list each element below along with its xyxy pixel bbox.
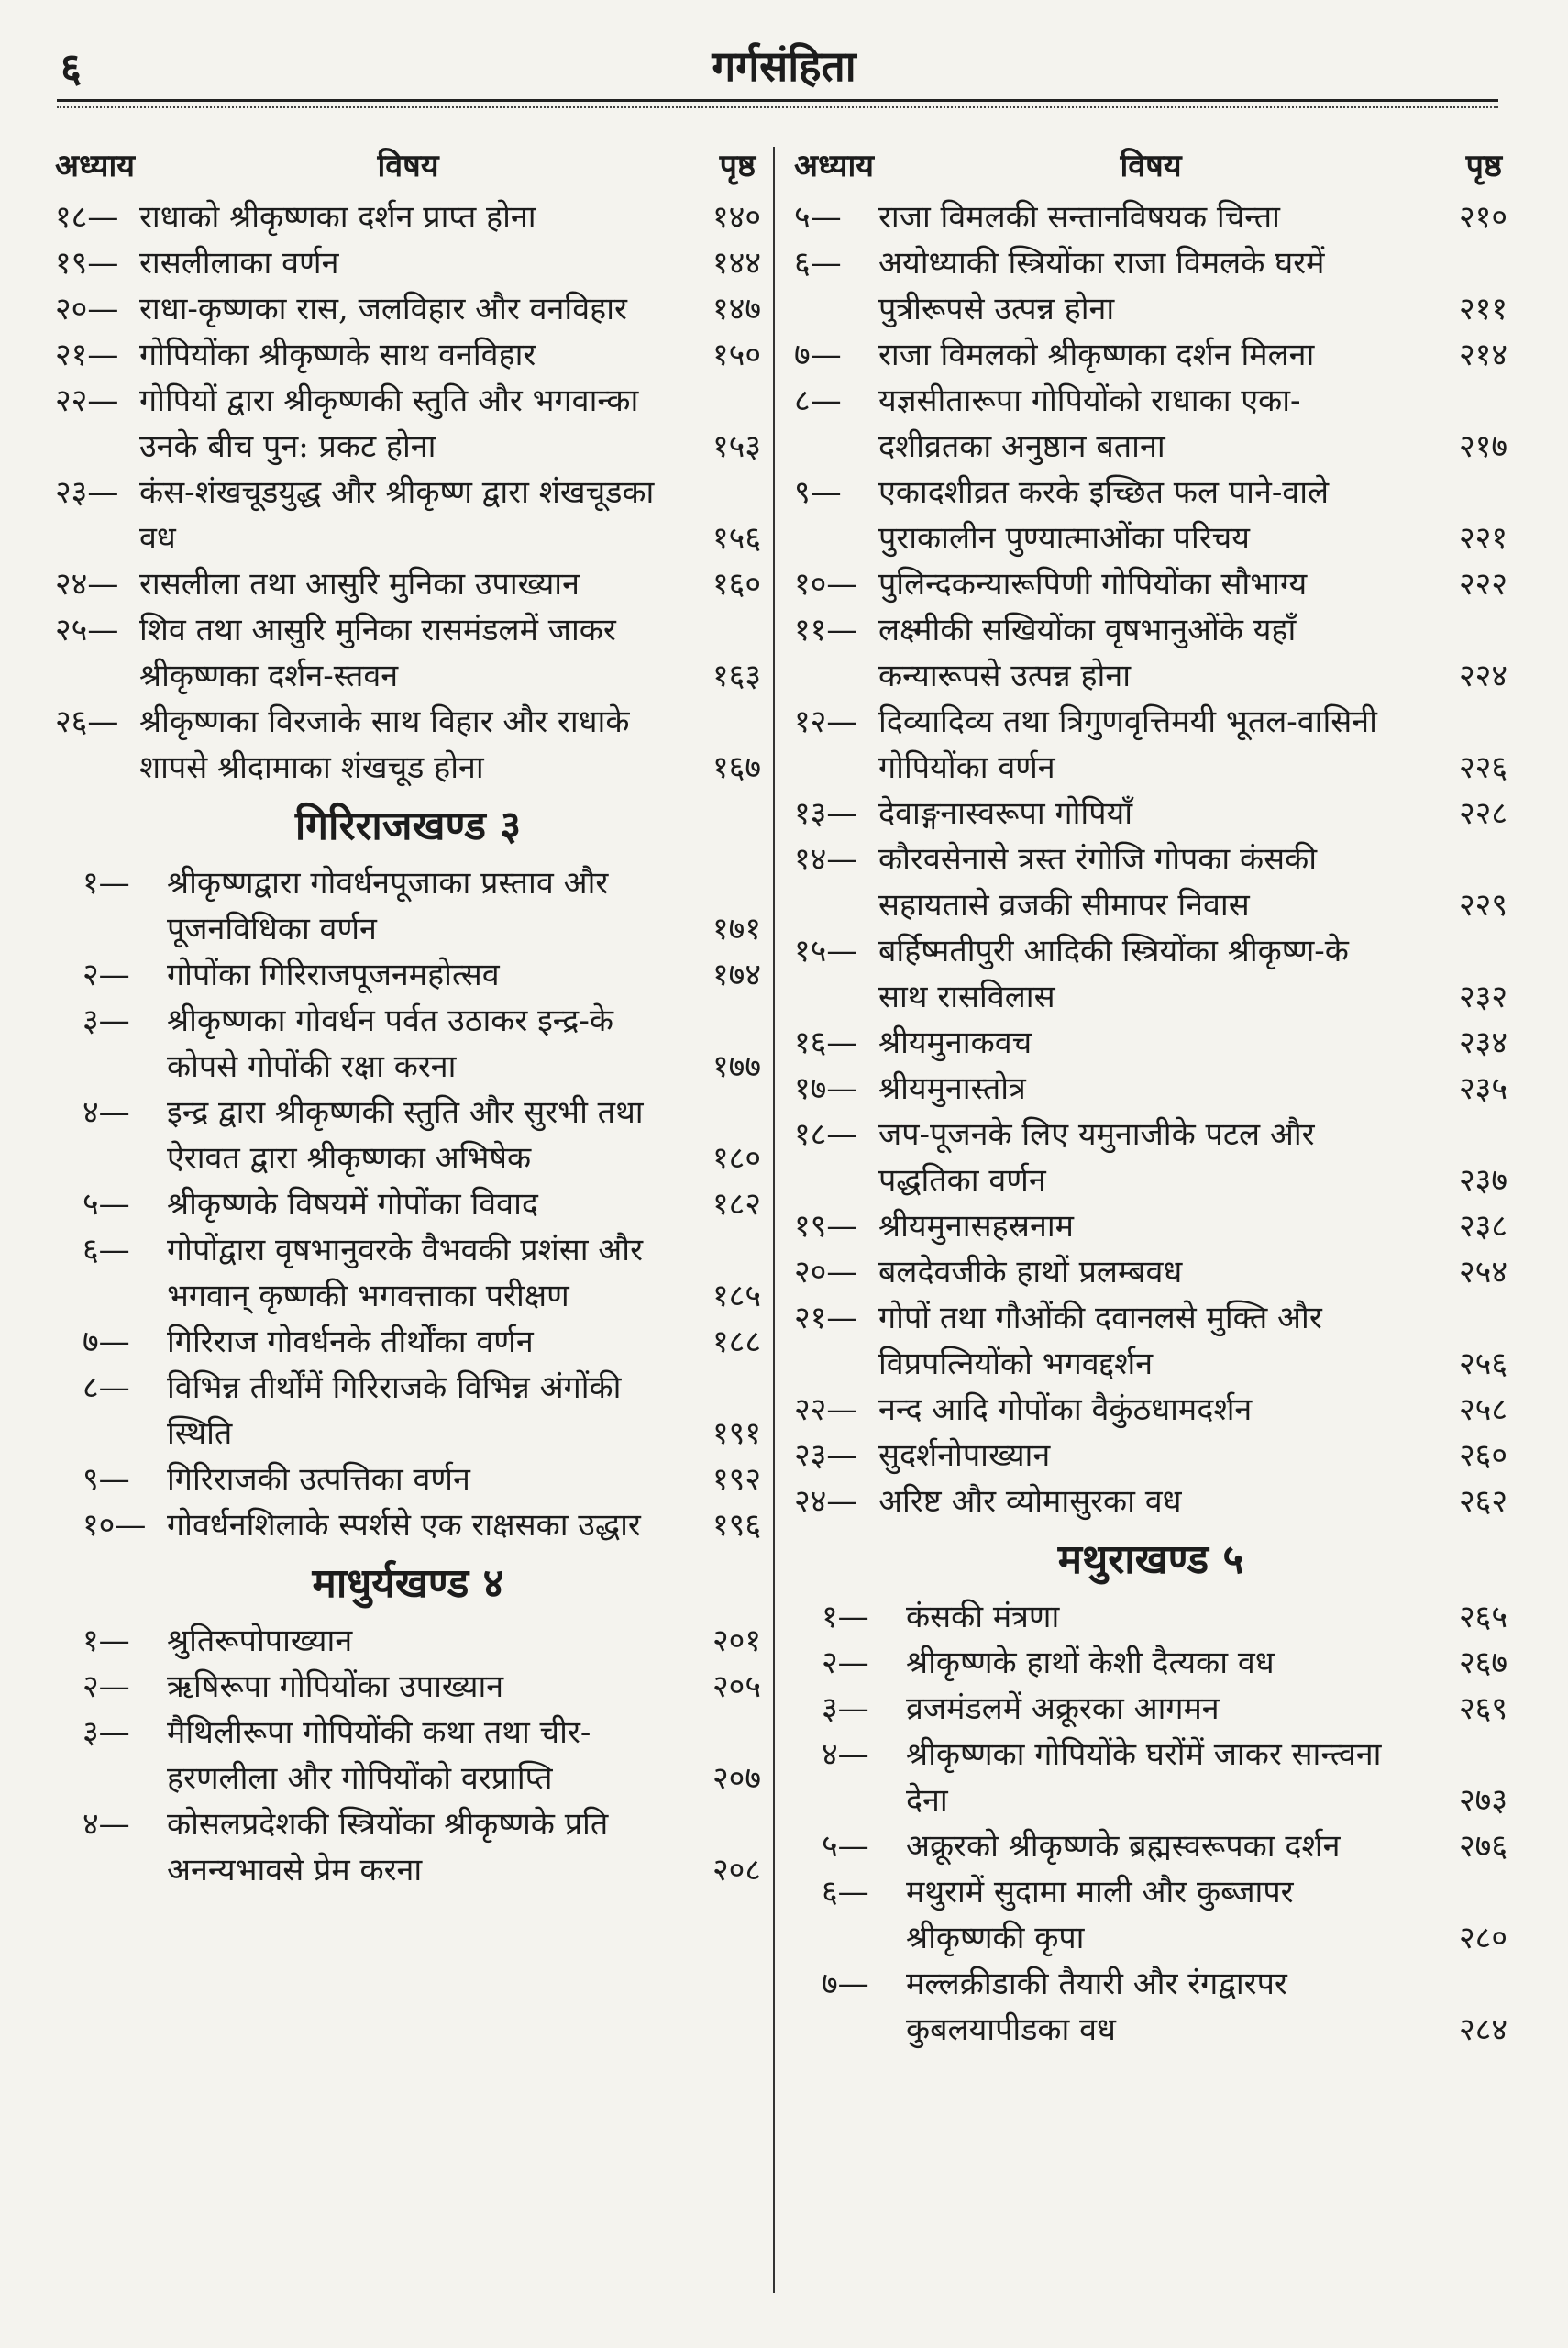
section-title: गिरिराजखण्ड ३ bbox=[294, 803, 522, 849]
entry-page: २५४ bbox=[1458, 1254, 1507, 1290]
entry-page: १५० bbox=[712, 337, 761, 373]
chapter-number: २०— bbox=[55, 291, 119, 327]
toc-entry bbox=[794, 1020, 1507, 1066]
chapter-number: ५— bbox=[794, 199, 842, 236]
toc-entry bbox=[794, 1066, 1507, 1112]
toc-entry bbox=[55, 1618, 761, 1664]
column-divider bbox=[773, 147, 775, 2293]
toc-entry bbox=[794, 836, 1507, 928]
entry-page: २१७ bbox=[1458, 428, 1507, 465]
chapter-number: १— bbox=[83, 1623, 130, 1659]
toc-entry bbox=[794, 470, 1507, 561]
toc-entry bbox=[794, 1249, 1507, 1295]
toc-entry bbox=[55, 286, 761, 332]
toc-entry bbox=[55, 378, 761, 470]
entry-page: १५३ bbox=[712, 428, 761, 465]
toc-entry bbox=[55, 1502, 761, 1548]
chapter-number: ३— bbox=[83, 1714, 130, 1751]
entry-subject: राजा विमलको श्रीकृष्णका दर्शन मिलना bbox=[878, 337, 1315, 373]
chapter-number: २०— bbox=[794, 1254, 858, 1290]
entry-subject: बलदेवजीके हाथों प्रलम्बवध bbox=[878, 1254, 1183, 1290]
toc-entry bbox=[55, 1365, 761, 1456]
chapter-number: ७— bbox=[794, 337, 842, 373]
toc-entry bbox=[794, 1732, 1507, 1823]
entry-page: २३४ bbox=[1458, 1024, 1507, 1061]
chapter-number: १५— bbox=[794, 933, 858, 969]
chapter-number: ४— bbox=[83, 1094, 130, 1131]
toc-entry bbox=[794, 1869, 1507, 1961]
toc-entry bbox=[55, 332, 761, 378]
toc-entry bbox=[794, 378, 1507, 470]
toc-entry bbox=[55, 607, 761, 699]
toc-entry bbox=[55, 1710, 761, 1801]
entry-page: १६७ bbox=[712, 749, 761, 786]
right-column bbox=[794, 138, 1507, 2053]
entry-subject: कौरवसेनासे त्रस्त रंगोजि गोपका कंसकी सहायतासे व्रजकी सीमापर निवास bbox=[878, 841, 1318, 924]
entry-page: १८० bbox=[712, 1140, 761, 1177]
toc-list bbox=[794, 194, 1507, 1524]
toc-entry bbox=[794, 1479, 1507, 1524]
section-title: मथुराखण्ड ५ bbox=[1057, 1536, 1244, 1583]
toc-entry bbox=[55, 240, 761, 286]
entry-subject: बर्हिष्मतीपुरी आदिकी स्त्रियोंका श्रीकृष्ण-के साथ रासविलास bbox=[878, 933, 1349, 1015]
chapter-number: १— bbox=[83, 865, 130, 902]
entry-subject: यज्ञसीतारूपा गोपियोंको राधाका एका-दशीव्रतका अनुष्ठान बताना bbox=[878, 382, 1301, 465]
entry-subject: ऋषिरूपा गोपियोंका उपाख्यान bbox=[167, 1668, 504, 1705]
entry-page: २०७ bbox=[712, 1760, 761, 1797]
entry-page: २५६ bbox=[1458, 1346, 1507, 1382]
chapter-number: ५— bbox=[83, 1186, 130, 1223]
toc-entry bbox=[794, 1823, 1507, 1869]
toc-entry bbox=[55, 998, 761, 1090]
chapter-number: २३— bbox=[794, 1437, 858, 1474]
entry-page: २०५ bbox=[712, 1668, 761, 1705]
page-number: ६ bbox=[61, 45, 82, 92]
toc-entry bbox=[794, 791, 1507, 836]
chapter-number: २४— bbox=[55, 566, 119, 603]
entry-subject: कंस-शंखचूडयुद्ध और श्रीकृष्ण द्वारा शंखचूडका वध bbox=[139, 474, 655, 557]
toc-entry bbox=[55, 1227, 761, 1319]
section-title: माधुर्यखण्ड ४ bbox=[312, 1560, 504, 1607]
toc-entry bbox=[55, 1181, 761, 1227]
entry-page: १४७ bbox=[712, 291, 761, 327]
entry-page: २१४ bbox=[1458, 337, 1507, 373]
entry-page: २२४ bbox=[1458, 658, 1507, 694]
entry-subject: श्रीकृष्णके हाथों केशी दैत्यका वध bbox=[906, 1645, 1275, 1681]
chapter-number: १४— bbox=[794, 841, 858, 878]
toc-entry bbox=[55, 1801, 761, 1893]
entry-subject: रासलीला तथा आसुरि मुनिका उपाख्यान bbox=[139, 566, 580, 603]
chapter-number: १— bbox=[822, 1599, 869, 1635]
chapter-number: ७— bbox=[822, 1966, 869, 2002]
entry-page: १५६ bbox=[712, 520, 761, 557]
toc-entry bbox=[55, 1090, 761, 1181]
entry-page: २८० bbox=[1458, 1920, 1507, 1956]
entry-page: १६३ bbox=[712, 658, 761, 694]
entry-page: २६५ bbox=[1458, 1599, 1507, 1635]
entry-subject: राधाको श्रीकृष्णका दर्शन प्राप्त होना bbox=[139, 199, 536, 236]
entry-page: २३७ bbox=[1458, 1162, 1507, 1199]
entry-subject: श्रीकृष्णका गोवर्धन पर्वत उठाकर इन्द्र-के कोपसे गोपोंकी रक्षा करना bbox=[167, 1002, 613, 1085]
header-rule bbox=[57, 99, 1498, 102]
chapter-number: १२— bbox=[794, 703, 858, 740]
entry-subject: श्रीकृष्णद्वारा गोवर्धनपूजाका प्रस्ताव और पूजनविधिका वर्णन bbox=[167, 865, 609, 947]
entry-page: २११ bbox=[1458, 291, 1507, 327]
entry-subject: मैथिलीरूपा गोपियोंकी कथा तथा चीर-हरणलीला और गोपियोंको वरप्राप्ति bbox=[167, 1714, 591, 1797]
entry-page: २०१ bbox=[712, 1623, 761, 1659]
toc-entry bbox=[794, 1961, 1507, 2053]
subject-header: विषय bbox=[377, 148, 439, 184]
entry-subject: कंसकी मंत्रणा bbox=[906, 1599, 1060, 1635]
entry-subject: गोवर्धनशिलाके स्पर्शसे एक राक्षसका उद्धार bbox=[167, 1507, 641, 1544]
chapter-number: २२— bbox=[55, 382, 119, 419]
entry-subject: शिव तथा आसुरि मुनिका रासमंडलमें जाकर श्रीकृष्णका दर्शन-स्तवन bbox=[139, 612, 616, 694]
chapter-number: ६— bbox=[822, 1874, 869, 1911]
entry-page: १७७ bbox=[712, 1048, 761, 1085]
entry-subject: गोपों तथा गौओंकी दवानलसे मुक्ति और विप्रपत्नियोंको भगवद्दर्शन bbox=[878, 1300, 1322, 1382]
toc-list bbox=[794, 1594, 1507, 2053]
entry-page: २२९ bbox=[1458, 887, 1507, 924]
chapter-number: २१— bbox=[55, 337, 119, 373]
entry-subject: रासलीलाका वर्णन bbox=[139, 245, 339, 282]
chapter-number: ६— bbox=[83, 1232, 130, 1268]
entry-page: १९१ bbox=[712, 1415, 761, 1452]
entry-page: २८४ bbox=[1458, 2011, 1507, 2048]
entry-page: २२६ bbox=[1458, 749, 1507, 786]
entry-page: १९२ bbox=[712, 1461, 761, 1498]
chapter-number: २४— bbox=[794, 1483, 858, 1520]
chapter-number: ८— bbox=[794, 382, 842, 419]
entry-subject: अक्रूरको श्रीकृष्णके ब्रह्मस्वरूपका दर्शन bbox=[906, 1828, 1341, 1865]
chapter-number: १७— bbox=[794, 1070, 858, 1107]
entry-page: १४४ bbox=[712, 245, 761, 282]
entry-subject: लक्ष्मीकी सखियोंका वृषभानुओंके यहाँ कन्यारूपसे उत्पन्न होना bbox=[878, 612, 1297, 694]
column-header bbox=[55, 138, 761, 194]
entry-page: २३५ bbox=[1458, 1070, 1507, 1107]
entry-page: १७१ bbox=[712, 911, 761, 947]
chapter-number: ९— bbox=[794, 474, 842, 511]
entry-subject: व्रजमंडलमें अक्रूरका आगमन bbox=[906, 1690, 1220, 1727]
chapter-header: अध्याय bbox=[55, 148, 136, 184]
entry-subject: जप-पूजनके लिए यमुनाजीके पटल और पद्धतिका वर्णन bbox=[878, 1116, 1315, 1199]
chapter-number: ४— bbox=[822, 1736, 869, 1773]
entry-page: १९६ bbox=[712, 1507, 761, 1544]
toc-list bbox=[55, 860, 761, 1548]
toc-entry bbox=[794, 1295, 1507, 1387]
entry-page: २५८ bbox=[1458, 1391, 1507, 1428]
chapter-number: ४— bbox=[83, 1806, 130, 1843]
entry-page: २२१ bbox=[1458, 520, 1507, 557]
toc-entry bbox=[794, 607, 1507, 699]
toc-entry bbox=[55, 561, 761, 607]
toc-entry bbox=[55, 1664, 761, 1710]
entry-subject: गिरिराजकी उत्पत्तिका वर्णन bbox=[167, 1461, 470, 1498]
toc-entry bbox=[55, 1319, 761, 1365]
chapter-number: २१— bbox=[794, 1300, 858, 1336]
entry-subject: मल्लक्रीडाकी तैयारी और रंगद्वारपर कुबलयापीडका वध bbox=[906, 1966, 1287, 2048]
chapter-number: १०— bbox=[794, 566, 858, 603]
entry-subject: श्रीकृष्णका गोपियोंके घरोंमें जाकर सान्त्वना देना bbox=[906, 1736, 1382, 1819]
chapter-number: ७— bbox=[83, 1324, 130, 1360]
entry-page: १८८ bbox=[712, 1324, 761, 1360]
toc-entry bbox=[794, 1433, 1507, 1479]
chapter-number: १८— bbox=[794, 1116, 858, 1153]
entry-subject: दिव्यादिव्य तथा त्रिगुणवृत्तिमयी भूतल-वासिनी गोपियोंका वर्णन bbox=[878, 703, 1377, 786]
toc-entry bbox=[55, 699, 761, 791]
entry-subject: गोपियोंका श्रीकृष्णके साथ वनविहार bbox=[139, 337, 536, 373]
entry-page: १६० bbox=[712, 566, 761, 603]
entry-subject: मथुरामें सुदामा माली और कुब्जापर श्रीकृष्णकी कृपा bbox=[906, 1874, 1294, 1956]
entry-subject: अयोध्याकी स्त्रियोंका राजा विमलके घरमें पुत्रीरूपसे उत्पन्न होना bbox=[878, 245, 1325, 327]
toc-entry bbox=[794, 699, 1507, 791]
entry-subject: गोपोंका गिरिराजपूजनमहोत्सव bbox=[167, 957, 500, 993]
entry-page: १८२ bbox=[712, 1186, 761, 1223]
entry-page: २२८ bbox=[1458, 795, 1507, 832]
column-header bbox=[794, 138, 1507, 194]
entry-page: २२२ bbox=[1458, 566, 1507, 603]
chapter-number: २— bbox=[822, 1645, 869, 1681]
entry-subject: श्रुतिरूपोपाख्यान bbox=[167, 1623, 353, 1659]
chapter-number: २— bbox=[83, 957, 130, 993]
toc-entry bbox=[794, 561, 1507, 607]
toc-entry bbox=[794, 1640, 1507, 1686]
chapter-number: ९— bbox=[83, 1461, 130, 1498]
chapter-number: २२— bbox=[794, 1391, 858, 1428]
entry-page: २३२ bbox=[1458, 979, 1507, 1015]
toc-entry bbox=[794, 240, 1507, 332]
toc-list bbox=[55, 194, 761, 791]
chapter-number: ५— bbox=[822, 1828, 869, 1865]
entry-page: २७३ bbox=[1458, 1782, 1507, 1819]
entry-page: २६९ bbox=[1458, 1690, 1507, 1727]
chapter-number: १०— bbox=[83, 1507, 147, 1544]
entry-subject: पुलिन्दकन्यारूपिणी गोपियोंका सौभाग्य bbox=[878, 566, 1308, 603]
entry-subject: श्रीयमुनास्तोत्र bbox=[878, 1070, 1026, 1107]
chapter-number: १३— bbox=[794, 795, 858, 832]
entry-subject: विभिन्न तीर्थोंमें गिरिराजके विभिन्न अंगोंकी स्थिति bbox=[167, 1369, 622, 1452]
entry-page: १७४ bbox=[712, 957, 761, 993]
toc-entry bbox=[55, 470, 761, 561]
chapter-number: १८— bbox=[55, 199, 119, 236]
toc-list bbox=[55, 1618, 761, 1893]
toc-entry bbox=[794, 1594, 1507, 1640]
entry-subject: श्रीकृष्णका विरजाके साथ विहार और राधाके शापसे श्रीदामाका शंखचूड होना bbox=[139, 703, 630, 786]
entry-subject: इन्द्र द्वारा श्रीकृष्णकी स्तुति और सुरभी तथा ऐरावत द्वारा श्रीकृष्णका अभिषेक bbox=[167, 1094, 644, 1177]
entry-page: २६० bbox=[1458, 1437, 1507, 1474]
entry-subject: गोपियों द्वारा श्रीकृष्णकी स्तुति और भगवान्का उनके बीच पुन: प्रकट होना bbox=[139, 382, 639, 465]
book-title: गर्गसंहिता bbox=[712, 41, 856, 91]
chapter-number: १६— bbox=[794, 1024, 858, 1061]
entry-subject: सुदर्शनोपाख्यान bbox=[878, 1437, 1051, 1474]
entry-subject: अरिष्ट और व्योमासुरका वध bbox=[878, 1483, 1182, 1520]
toc-entry bbox=[794, 194, 1507, 240]
entry-subject: राधा-कृष्णका रास, जलविहार और वनविहार bbox=[139, 291, 627, 327]
toc-entry bbox=[55, 860, 761, 952]
chapter-number: २३— bbox=[55, 474, 119, 511]
entry-subject: नन्द आदि गोपोंका वैकुंठधामदर्शन bbox=[878, 1391, 1253, 1428]
toc-entry bbox=[794, 1686, 1507, 1732]
entry-subject: श्रीयमुनाकवच bbox=[878, 1024, 1032, 1061]
entry-subject: गोपोंद्वारा वृषभानुवरके वैभवकी प्रशंसा और भगवान् कृष्णकी भगवत्ताका परीक्षण bbox=[167, 1232, 643, 1314]
chapter-number: १९— bbox=[794, 1208, 858, 1245]
page-header: पृष्ठ bbox=[719, 148, 756, 184]
chapter-header: अध्याय bbox=[794, 148, 875, 184]
chapter-number: २६— bbox=[55, 703, 119, 740]
toc-entry bbox=[794, 1112, 1507, 1203]
entry-page: २६७ bbox=[1458, 1645, 1507, 1681]
page-header: पृष्ठ bbox=[1465, 148, 1502, 184]
toc-entry bbox=[55, 194, 761, 240]
entry-page: २७६ bbox=[1458, 1828, 1507, 1865]
header-rule-dotted bbox=[57, 106, 1498, 108]
entry-subject: देवाङ्गनास्वरूपा गोपियाँ bbox=[878, 795, 1133, 832]
entry-subject: राजा विमलकी सन्तानविषयक चिन्ता bbox=[878, 199, 1280, 236]
toc-entry bbox=[794, 332, 1507, 378]
entry-subject: गिरिराज गोवर्धनके तीर्थोंका वर्णन bbox=[167, 1324, 534, 1360]
left-column bbox=[55, 138, 761, 1893]
entry-subject: श्रीकृष्णके विषयमें गोपोंका विवाद bbox=[167, 1186, 538, 1223]
chapter-number: १९— bbox=[55, 245, 119, 282]
entry-subject: श्रीयमुनासहस्रनाम bbox=[878, 1208, 1074, 1245]
entry-page: १८५ bbox=[712, 1278, 761, 1314]
entry-page: २३८ bbox=[1458, 1208, 1507, 1245]
entry-subject: एकादशीव्रत करके इच्छित फल पाने-वाले पुराकालीन पुण्यात्माओंका परिचय bbox=[878, 474, 1330, 557]
chapter-number: ११— bbox=[794, 612, 858, 648]
subject-header: विषय bbox=[1120, 148, 1182, 184]
entry-page: २६२ bbox=[1458, 1483, 1507, 1520]
chapter-number: ३— bbox=[822, 1690, 869, 1727]
entry-subject: कोसलप्रदेशकी स्त्रियोंका श्रीकृष्णके प्रति अनन्यभावसे प्रेम करना bbox=[167, 1806, 609, 1888]
toc-entry bbox=[794, 1203, 1507, 1249]
chapter-number: ३— bbox=[83, 1002, 130, 1039]
chapter-number: ८— bbox=[83, 1369, 130, 1406]
toc-entry bbox=[794, 928, 1507, 1020]
entry-page: २१० bbox=[1458, 199, 1507, 236]
entry-page: १४० bbox=[712, 199, 761, 236]
toc-entry bbox=[55, 952, 761, 998]
chapter-number: २— bbox=[83, 1668, 130, 1705]
toc-entry bbox=[794, 1387, 1507, 1433]
toc-entry bbox=[55, 1456, 761, 1502]
chapter-number: २५— bbox=[55, 612, 119, 648]
entry-page: २०८ bbox=[712, 1852, 761, 1888]
chapter-number: ६— bbox=[794, 245, 842, 282]
